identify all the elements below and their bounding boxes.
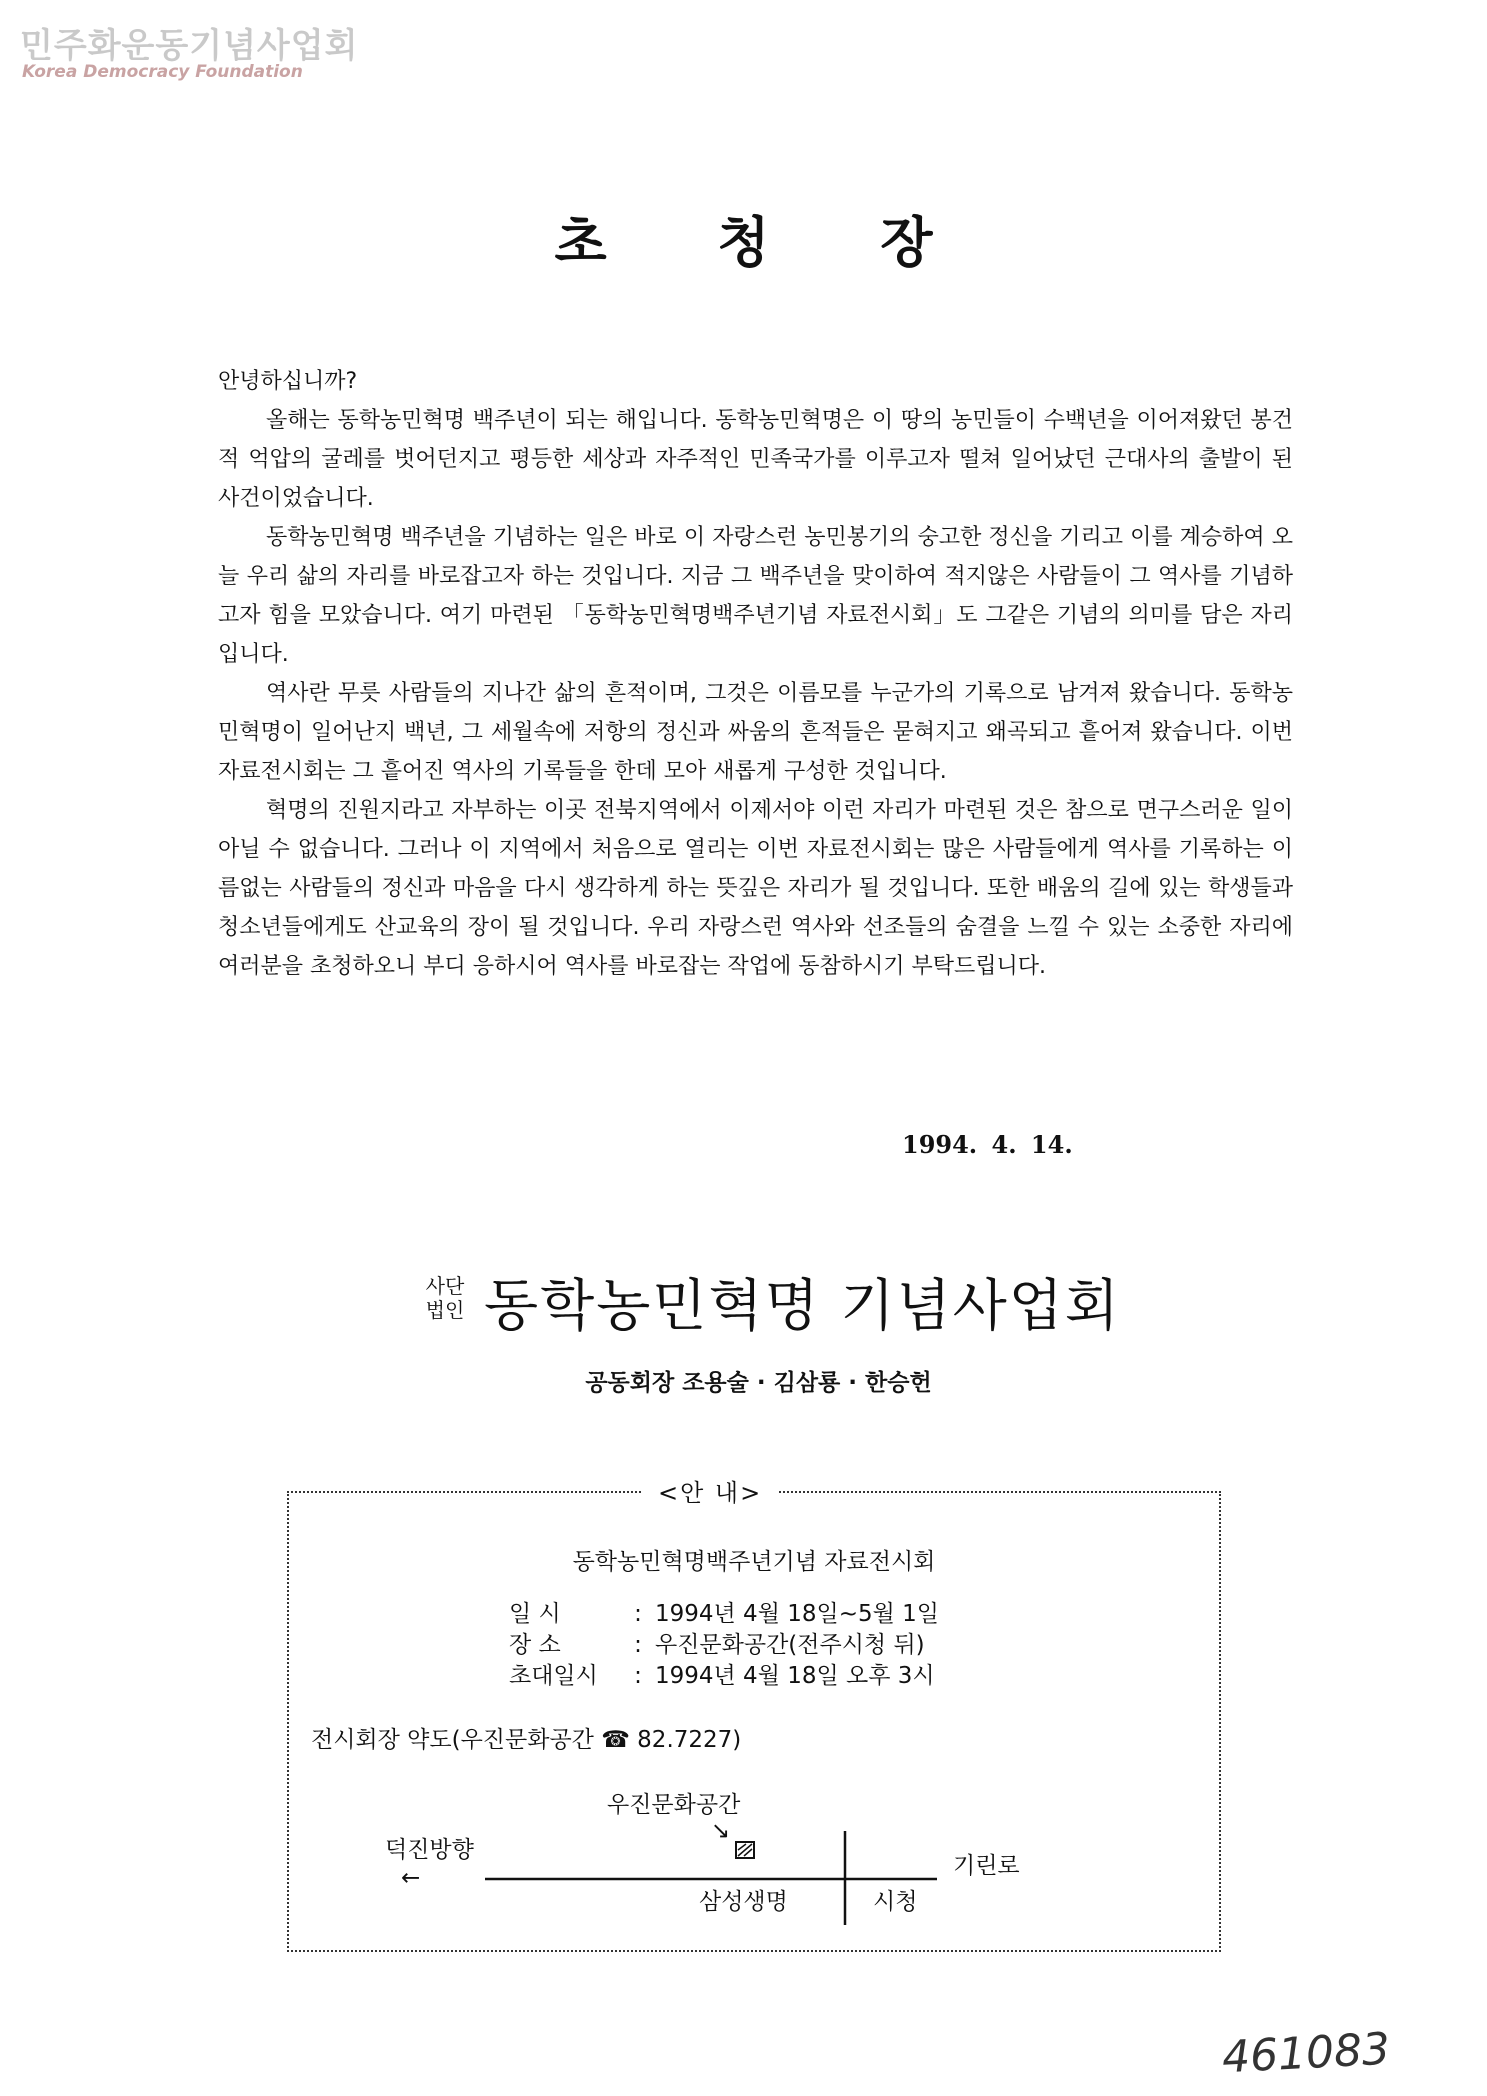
letter-body xyxy=(218,362,1293,986)
guide-heading: <안 내> xyxy=(642,1473,778,1508)
info-value-place: 우진문화공간(전주시청 뒤) xyxy=(655,1632,925,1658)
letter-paragraph-2: 동학농민혁명 백주년을 기념하는 일은 바로 이 자랑스런 농민봉기의 숭고한 정신을 기리고 이를 계승하여 오늘 우리 삶의 자리를 바로잡고자 하는 것입니다. 지금 그 백주년을 맞이하여 적지않은 사람들이 그 역사를 기념하고자 힘을 모았습니다. 여기 마련된 「동학농민혁명백주년기념 자료전시회」도 그같은 기념의 의미를 담은 자리입니다. xyxy=(218,525,1293,667)
letter-paragraph-4: 혁명의 진원지라고 자부하는 이곳 전북지역에서 이제서야 이런 자리가 마련된 것은 참으로 면구스러운 일이 아닐 수 없습니다. 그러나 이 지역에서 처음으로 열리는 이번 자료전시회는 많은 사람들에게 역사를 기록하는 이름없는 사람들의 정신과 마음을 다시 생각하게 하는 뜻깊은 자리가 될 것입니다. 또한 배움의 길에 있는 학생들과 청소년들에게도 산교육의 장이 될 것입니다. 우리 자랑스런 역사와 선조들의 숨결을 느낄 수 있는 소중한 자리에 여러분을 초청하오니 부디 응하시어 역사를 바로잡는 작업에 동참하시기 부탁드립니다. xyxy=(218,798,1293,979)
info-separator: : xyxy=(634,1601,642,1627)
map-venue-label: 우진문화공간 xyxy=(607,1792,741,1818)
map-left-arrow: ← xyxy=(401,1865,421,1891)
org-prefix xyxy=(420,1274,470,1322)
org-prefix-line1: 사단 xyxy=(425,1274,465,1298)
map-label-cityhall: 시청 xyxy=(873,1889,918,1915)
venue-marker-icon xyxy=(736,1842,754,1858)
co-chairs: 공동회장 조용술 · 김삼룡 · 한승헌 xyxy=(585,1370,932,1396)
info-separator: : xyxy=(634,1632,642,1658)
letter-paragraph-3: 역사란 무릇 사람들의 지나간 삶의 흔적이며, 그것은 이름모를 누군가의 기록으로 남겨져 왔습니다. 동학농민혁명이 일어난지 백년, 그 세월속에 저항의 정신과 싸움의 흔적들은 묻혀지고 왜곡되고 흩어져 왔습니다. 이번 자료전시회는 그 흩어진 역사의 기록들을 한데 모아 새롭게 구성한 것입니다. xyxy=(218,681,1293,784)
organization-name: 동학농민혁명 기념사업회 xyxy=(484,1274,1121,1339)
info-value-reception: 1994년 4월 18일 오후 3시 xyxy=(655,1663,935,1689)
map-left-direction: 덕진방향 xyxy=(385,1837,474,1863)
info-label-text: 장 소 xyxy=(509,1632,561,1658)
watermark-english: Korea Democracy Foundation xyxy=(22,62,303,82)
greeting: 안녕하십니까? xyxy=(218,369,358,394)
location-map xyxy=(289,1493,1219,1950)
info-separator: : xyxy=(634,1663,642,1689)
org-prefix-line2: 법인 xyxy=(425,1298,465,1322)
letter-paragraph-1: 올해는 동학농민혁명 백주년이 되는 해입니다. 동학농민혁명은 이 땅의 농민들이 수백년을 이어져왔던 봉건적 억압의 굴레를 벗어던지고 평등한 세상과 자주적인 민족국가를 이루고자 떨쳐 일어났던 근대사의 출발이 된 사건이었습니다. xyxy=(218,408,1293,511)
map-label-samsung: 삼성생명 xyxy=(699,1889,788,1915)
page-title: 초 청 장 xyxy=(554,211,979,274)
handwritten-number: 461083 xyxy=(1220,2023,1392,2084)
watermark-korean: 민주화운동기념사업회 xyxy=(20,26,359,66)
map-right-road: 기린로 xyxy=(953,1853,1020,1879)
exhibition-name: 동학농민혁명백주년기념 자료전시회 xyxy=(572,1549,936,1575)
info-value-datetime: 1994년 4월 18일~5월 1일 xyxy=(655,1601,939,1627)
guide-box xyxy=(287,1479,1221,1952)
info-label-text: 일 시 xyxy=(509,1601,561,1627)
info-label-text: 초대일시 xyxy=(509,1663,598,1689)
map-heading: 전시회장 약도(우진문화공간 ☎ 82.7227) xyxy=(311,1727,742,1753)
letter-date: 1994. 4. 14. xyxy=(902,1130,1073,1159)
venue-pointer-arrow: ↘ xyxy=(711,1818,731,1844)
